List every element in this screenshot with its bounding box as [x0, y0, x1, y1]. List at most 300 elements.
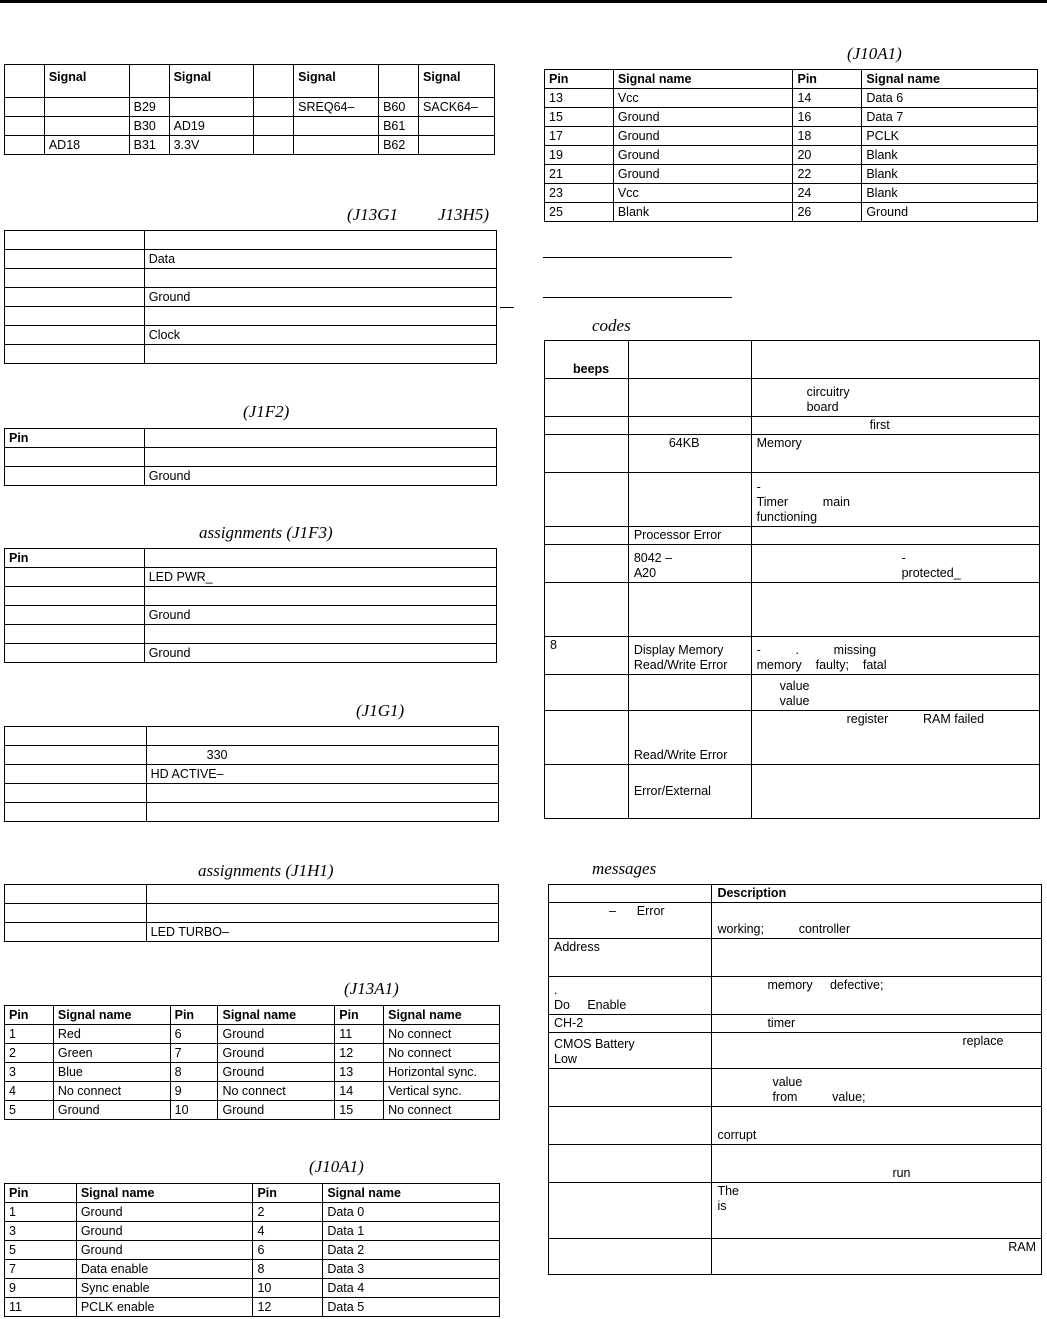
table-cell: Ground	[862, 203, 1038, 222]
table-cell	[5, 136, 45, 155]
table-cell	[5, 803, 147, 822]
table-cell: 9	[170, 1082, 218, 1101]
table-row	[5, 727, 499, 746]
table-cell	[144, 345, 496, 364]
table-cell	[144, 307, 496, 326]
table-header-row	[545, 341, 1040, 379]
table-cell: Ground	[218, 1025, 335, 1044]
table-cell	[5, 307, 145, 326]
table-cell	[254, 136, 294, 155]
table-cell: 8	[253, 1260, 323, 1279]
table-row	[545, 417, 1040, 435]
table-cell: Sync enable	[76, 1279, 253, 1298]
table-cell: 17	[545, 127, 614, 146]
table-cell: – Error	[549, 903, 712, 939]
table-cell: 21	[545, 165, 614, 184]
table-cell: No connect	[384, 1025, 500, 1044]
table-header-row	[545, 70, 1038, 89]
table-cell: Ground	[144, 644, 496, 663]
table-cell: Pin	[5, 429, 145, 448]
table-cell: No connect	[53, 1082, 170, 1101]
table-row	[545, 165, 1038, 184]
table-cell: first	[751, 417, 1039, 435]
table-cell: 25	[545, 203, 614, 222]
table-row	[549, 939, 1042, 977]
table-row	[545, 435, 1040, 473]
table-row	[5, 345, 497, 364]
table-cell: CH-2	[549, 1015, 712, 1033]
table-cell: 13	[545, 89, 614, 108]
table-cell	[144, 429, 496, 448]
error-messages-table	[548, 884, 1042, 1275]
table-cell: Data 1	[323, 1222, 500, 1241]
table-cell: Blank	[862, 184, 1038, 203]
table-cell	[549, 1069, 712, 1107]
table-row	[5, 231, 497, 250]
table-cell: 10	[253, 1279, 323, 1298]
table-cell	[254, 117, 294, 136]
table-row	[545, 527, 1040, 545]
table-cell: Data 4	[323, 1279, 500, 1298]
table-row	[5, 269, 497, 288]
table-cell: Ground	[613, 165, 793, 184]
table-row	[545, 637, 1040, 675]
table-cell: 3	[5, 1222, 77, 1241]
table-cell: Data 2	[323, 1241, 500, 1260]
table-row	[5, 1222, 500, 1241]
table-cell	[628, 675, 751, 711]
table-cell: AD19	[169, 117, 254, 136]
header-cell: Signal name	[76, 1184, 253, 1203]
table-cell	[144, 448, 496, 467]
table-row	[5, 1025, 500, 1044]
header-cell	[628, 341, 751, 379]
table-cell	[146, 904, 498, 923]
table-cell: Clock	[144, 326, 496, 345]
header-cell: Signal name	[218, 1006, 335, 1025]
table-cell: PCLK	[862, 127, 1038, 146]
table-caption: (J13A1)	[344, 979, 399, 998]
table-cell: Ground	[144, 288, 496, 307]
j10a1-pins-1-12-table	[4, 1183, 500, 1317]
table-row	[549, 1239, 1042, 1275]
header-cell: Pin	[5, 1184, 77, 1203]
table-cell	[628, 583, 751, 637]
table-cell	[545, 545, 629, 583]
table-cell: Green	[53, 1044, 170, 1063]
table-cell	[545, 765, 629, 819]
header-cell	[254, 65, 294, 98]
table-cell	[5, 345, 145, 364]
table-cell	[5, 269, 145, 288]
table-cell: value from value;	[712, 1069, 1042, 1107]
heading-rule	[543, 297, 732, 298]
table-cell: 26	[793, 203, 862, 222]
table-row	[545, 127, 1038, 146]
table-cell: Ground	[218, 1063, 335, 1082]
table-cell	[628, 379, 751, 417]
header-cell	[5, 65, 45, 98]
heading-rule	[543, 257, 732, 258]
table-cell: SREQ64–	[294, 98, 379, 117]
table-cell: Pin	[5, 549, 145, 568]
table-cell	[5, 250, 145, 269]
table-caption: (J1F2)	[243, 402, 290, 421]
table-row	[5, 448, 497, 467]
j1g1-table	[4, 726, 499, 822]
table-cell: LED TURBO–	[146, 923, 498, 942]
table-cell	[5, 746, 147, 765]
table-cell: 3.3V	[169, 136, 254, 155]
header-cell: Description	[712, 885, 1042, 903]
table-cell: 8	[545, 637, 629, 675]
table-cell: 12	[335, 1044, 384, 1063]
table-cell: 10	[170, 1101, 218, 1120]
table-cell	[549, 1183, 712, 1239]
header-cell	[545, 341, 629, 379]
header-cell	[549, 885, 712, 903]
table-cell	[751, 765, 1039, 819]
table-caption: assignments (J1F3)	[199, 523, 333, 542]
table-cell	[5, 904, 147, 923]
table-cell	[294, 117, 379, 136]
table-cell: Ground	[144, 467, 496, 486]
table-row	[5, 587, 497, 606]
table-cell: 8	[170, 1063, 218, 1082]
table-caption: messages	[592, 859, 657, 878]
table-cell	[5, 231, 145, 250]
header-cell: Pin	[5, 1006, 54, 1025]
header-cell: Signal name	[384, 1006, 500, 1025]
table-cell: Data	[144, 250, 496, 269]
table-row	[549, 1183, 1042, 1239]
table-header-row	[549, 885, 1042, 903]
table-cell	[5, 448, 145, 467]
table-cell	[5, 98, 45, 117]
table-cell	[5, 765, 147, 784]
table-row	[5, 117, 495, 136]
table-cell: 7	[170, 1044, 218, 1063]
header-cell: Pin	[545, 70, 614, 89]
table-cell: 5	[5, 1101, 54, 1120]
table-cell	[146, 784, 498, 803]
table-cell	[5, 606, 145, 625]
table-cell: 15	[335, 1101, 384, 1120]
table-cell	[5, 885, 147, 904]
table-cell: - protected_	[751, 545, 1039, 583]
table-cell: Ground	[218, 1101, 335, 1120]
table-cell	[146, 803, 498, 822]
table-cell: 20	[793, 146, 862, 165]
table-row	[5, 429, 497, 448]
table-cell: working; controller	[712, 903, 1042, 939]
table-cell: 16	[793, 108, 862, 127]
table-cell: Ground	[613, 146, 793, 165]
table-header-row	[5, 1184, 500, 1203]
table-cell: AD18	[44, 136, 129, 155]
table-row	[5, 1260, 500, 1279]
table-cell: 2	[253, 1203, 323, 1222]
header-cell: Signal	[44, 65, 129, 98]
table-row	[545, 711, 1040, 765]
j1f2-table	[4, 428, 497, 486]
table-cell	[5, 625, 145, 644]
table-caption: (J10A1)	[309, 1157, 364, 1176]
table-cell: Processor Error	[628, 527, 751, 545]
table-caption: assignments (J1H1)	[198, 861, 334, 880]
table-cell: Data 6	[862, 89, 1038, 108]
table-cell	[5, 117, 45, 136]
vga-connector-table	[4, 1005, 500, 1120]
table-cell: No connect	[384, 1044, 500, 1063]
table-cell: SACK64–	[419, 98, 495, 117]
table-caption: (J1G1)	[356, 701, 405, 720]
table-cell	[144, 269, 496, 288]
table-row	[5, 1241, 500, 1260]
table-cell	[545, 583, 629, 637]
top-rule	[0, 0, 1047, 3]
header-cell: Pin	[253, 1184, 323, 1203]
table-row	[5, 803, 499, 822]
table-cell	[545, 711, 629, 765]
table-cell	[5, 326, 145, 345]
table-cell	[712, 939, 1042, 977]
table-cell	[5, 587, 145, 606]
table-row	[5, 904, 499, 923]
header-cell: Signal name	[53, 1006, 170, 1025]
table-cell	[545, 435, 629, 473]
table-row	[549, 1069, 1042, 1107]
table-row	[5, 568, 497, 587]
table-cell	[5, 784, 147, 803]
table-row	[545, 379, 1040, 417]
table-cell: 11	[335, 1025, 384, 1044]
beep-codes-table	[544, 340, 1040, 819]
table-cell: Ground	[613, 127, 793, 146]
header-cell: Signal	[294, 65, 379, 98]
table-row	[545, 203, 1038, 222]
table-cell: Ground	[76, 1203, 253, 1222]
table-cell: 5	[5, 1241, 77, 1260]
table-cell	[751, 527, 1039, 545]
table-cell: memory defective;	[712, 977, 1042, 1015]
table-cell	[146, 885, 498, 904]
table-row	[549, 1107, 1042, 1145]
table-cell: 11	[5, 1298, 77, 1317]
header-cell	[129, 65, 169, 98]
header-label: beeps	[573, 362, 610, 376]
table-cell	[545, 527, 629, 545]
table-cell: Data 7	[862, 108, 1038, 127]
table-cell	[5, 467, 145, 486]
table-cell: 14	[793, 89, 862, 108]
table-row	[5, 885, 499, 904]
table-cell	[549, 1107, 712, 1145]
table-row	[549, 1015, 1042, 1033]
pci-slot-table	[4, 64, 495, 155]
table-cell: Ground	[613, 108, 793, 127]
j10a1-pins-13-26-table	[544, 69, 1038, 222]
table-row	[5, 288, 497, 307]
table-cell: Blank	[613, 203, 793, 222]
table-cell	[144, 231, 496, 250]
table-cell: B29	[129, 98, 169, 117]
table-cell: Data enable	[76, 1260, 253, 1279]
table-cell: replace	[712, 1033, 1042, 1069]
table-row	[5, 625, 497, 644]
table-cell: 1	[5, 1025, 54, 1044]
table-cell: . Do Enable	[549, 977, 712, 1015]
j13g1-table	[4, 230, 497, 364]
table-cell: LED PWR_	[144, 568, 496, 587]
table-cell	[44, 98, 129, 117]
table-row	[549, 977, 1042, 1015]
table-cell: CMOS Battery Low	[549, 1033, 712, 1069]
table-cell	[545, 675, 629, 711]
table-row	[5, 1101, 500, 1120]
table-cell	[628, 473, 751, 527]
table-cell: Vcc	[613, 184, 793, 203]
table-cell	[294, 136, 379, 155]
table-cell: Blue	[53, 1063, 170, 1082]
table-row	[5, 1279, 500, 1298]
table-cell: Vcc	[613, 89, 793, 108]
table-caption: (J13G1	[347, 205, 398, 224]
table-cell: The is	[712, 1183, 1042, 1239]
table-cell: 6	[253, 1241, 323, 1260]
table-cell: 7	[5, 1260, 77, 1279]
header-cell: Signal name	[323, 1184, 500, 1203]
table-cell	[169, 98, 254, 117]
header-cell: Pin	[170, 1006, 218, 1025]
table-cell: 8042 – A20	[628, 545, 751, 583]
table-cell: 1	[5, 1203, 77, 1222]
header-cell: Signal name	[862, 70, 1038, 89]
table-cell: register RAM failed	[751, 711, 1039, 765]
table-row	[5, 1044, 500, 1063]
table-cell	[254, 98, 294, 117]
table-caption: codes	[592, 316, 631, 335]
table-cell: No connect	[384, 1101, 500, 1120]
table-cell: 3	[5, 1063, 54, 1082]
table-row	[5, 606, 497, 625]
table-cell: run	[712, 1145, 1042, 1183]
table-cell	[751, 583, 1039, 637]
header-cell	[379, 65, 419, 98]
table-cell: corrupt	[712, 1107, 1042, 1145]
table-cell: B31	[129, 136, 169, 155]
table-cell: 22	[793, 165, 862, 184]
j1f3-table	[4, 548, 497, 663]
table-cell: Memory	[751, 435, 1039, 473]
table-cell: B60	[379, 98, 419, 117]
table-cell: 64KB	[628, 435, 751, 473]
table-row	[549, 903, 1042, 939]
table-cell: Ground	[144, 606, 496, 625]
table-cell: Vertical sync.	[384, 1082, 500, 1101]
table-cell	[146, 727, 498, 746]
header-cell	[751, 341, 1039, 379]
table-cell: Error/External	[628, 765, 751, 819]
table-row	[5, 765, 499, 784]
table-cell: Read/Write Error	[628, 711, 751, 765]
table-cell	[628, 417, 751, 435]
table-cell: 24	[793, 184, 862, 203]
table-cell	[5, 568, 145, 587]
table-cell: 330	[146, 746, 498, 765]
table-cell: - . missing memory faulty; fatal	[751, 637, 1039, 675]
table-row	[545, 583, 1040, 637]
divider-stub	[500, 307, 514, 308]
table-cell: Ground	[218, 1044, 335, 1063]
table-row	[5, 136, 495, 155]
table-cell: PCLK enable	[76, 1298, 253, 1317]
table-cell: B30	[129, 117, 169, 136]
table-cell	[144, 549, 496, 568]
table-cell	[44, 117, 129, 136]
table-cell	[545, 473, 629, 527]
table-row	[5, 549, 497, 568]
table-cell: Horizontal sync.	[384, 1063, 500, 1082]
table-row	[545, 108, 1038, 127]
table-cell: - Timer main functioning	[751, 473, 1039, 527]
table-cell: 12	[253, 1298, 323, 1317]
table-row	[549, 1033, 1042, 1069]
table-row	[545, 89, 1038, 108]
table-cell: 6	[170, 1025, 218, 1044]
table-cell: Ground	[53, 1101, 170, 1120]
table-row	[545, 765, 1040, 819]
header-cell: Pin	[335, 1006, 384, 1025]
table-caption: J13H5)	[438, 205, 489, 224]
table-cell	[144, 587, 496, 606]
table-caption: (J10A1)	[847, 44, 902, 63]
header-cell: Signal name	[613, 70, 793, 89]
table-cell: 23	[545, 184, 614, 203]
table-cell: 2	[5, 1044, 54, 1063]
table-cell	[5, 727, 147, 746]
table-cell	[549, 1239, 712, 1275]
table-row	[5, 1063, 500, 1082]
header-cell: Signal	[419, 65, 495, 98]
table-cell: HD ACTIVE–	[146, 765, 498, 784]
table-cell: Ground	[76, 1241, 253, 1260]
table-cell	[419, 117, 495, 136]
table-cell: circuitry board	[751, 379, 1039, 417]
table-cell: Display Memory Read/Write Error	[628, 637, 751, 675]
table-row	[5, 98, 495, 117]
table-row	[5, 644, 497, 663]
table-cell: timer	[712, 1015, 1042, 1033]
table-row	[5, 1298, 500, 1317]
table-row	[545, 545, 1040, 583]
table-cell: 4	[253, 1222, 323, 1241]
table-row	[5, 1203, 500, 1222]
table-row	[5, 467, 497, 486]
table-row	[5, 326, 497, 345]
table-cell: Address	[549, 939, 712, 977]
table-row	[5, 784, 499, 803]
table-cell	[545, 417, 629, 435]
table-cell: B62	[379, 136, 419, 155]
table-cell: 14	[335, 1082, 384, 1101]
table-cell: Data 3	[323, 1260, 500, 1279]
table-cell: 9	[5, 1279, 77, 1298]
table-cell: No connect	[218, 1082, 335, 1101]
table-header-row	[5, 1006, 500, 1025]
table-cell: 4	[5, 1082, 54, 1101]
table-cell: Red	[53, 1025, 170, 1044]
